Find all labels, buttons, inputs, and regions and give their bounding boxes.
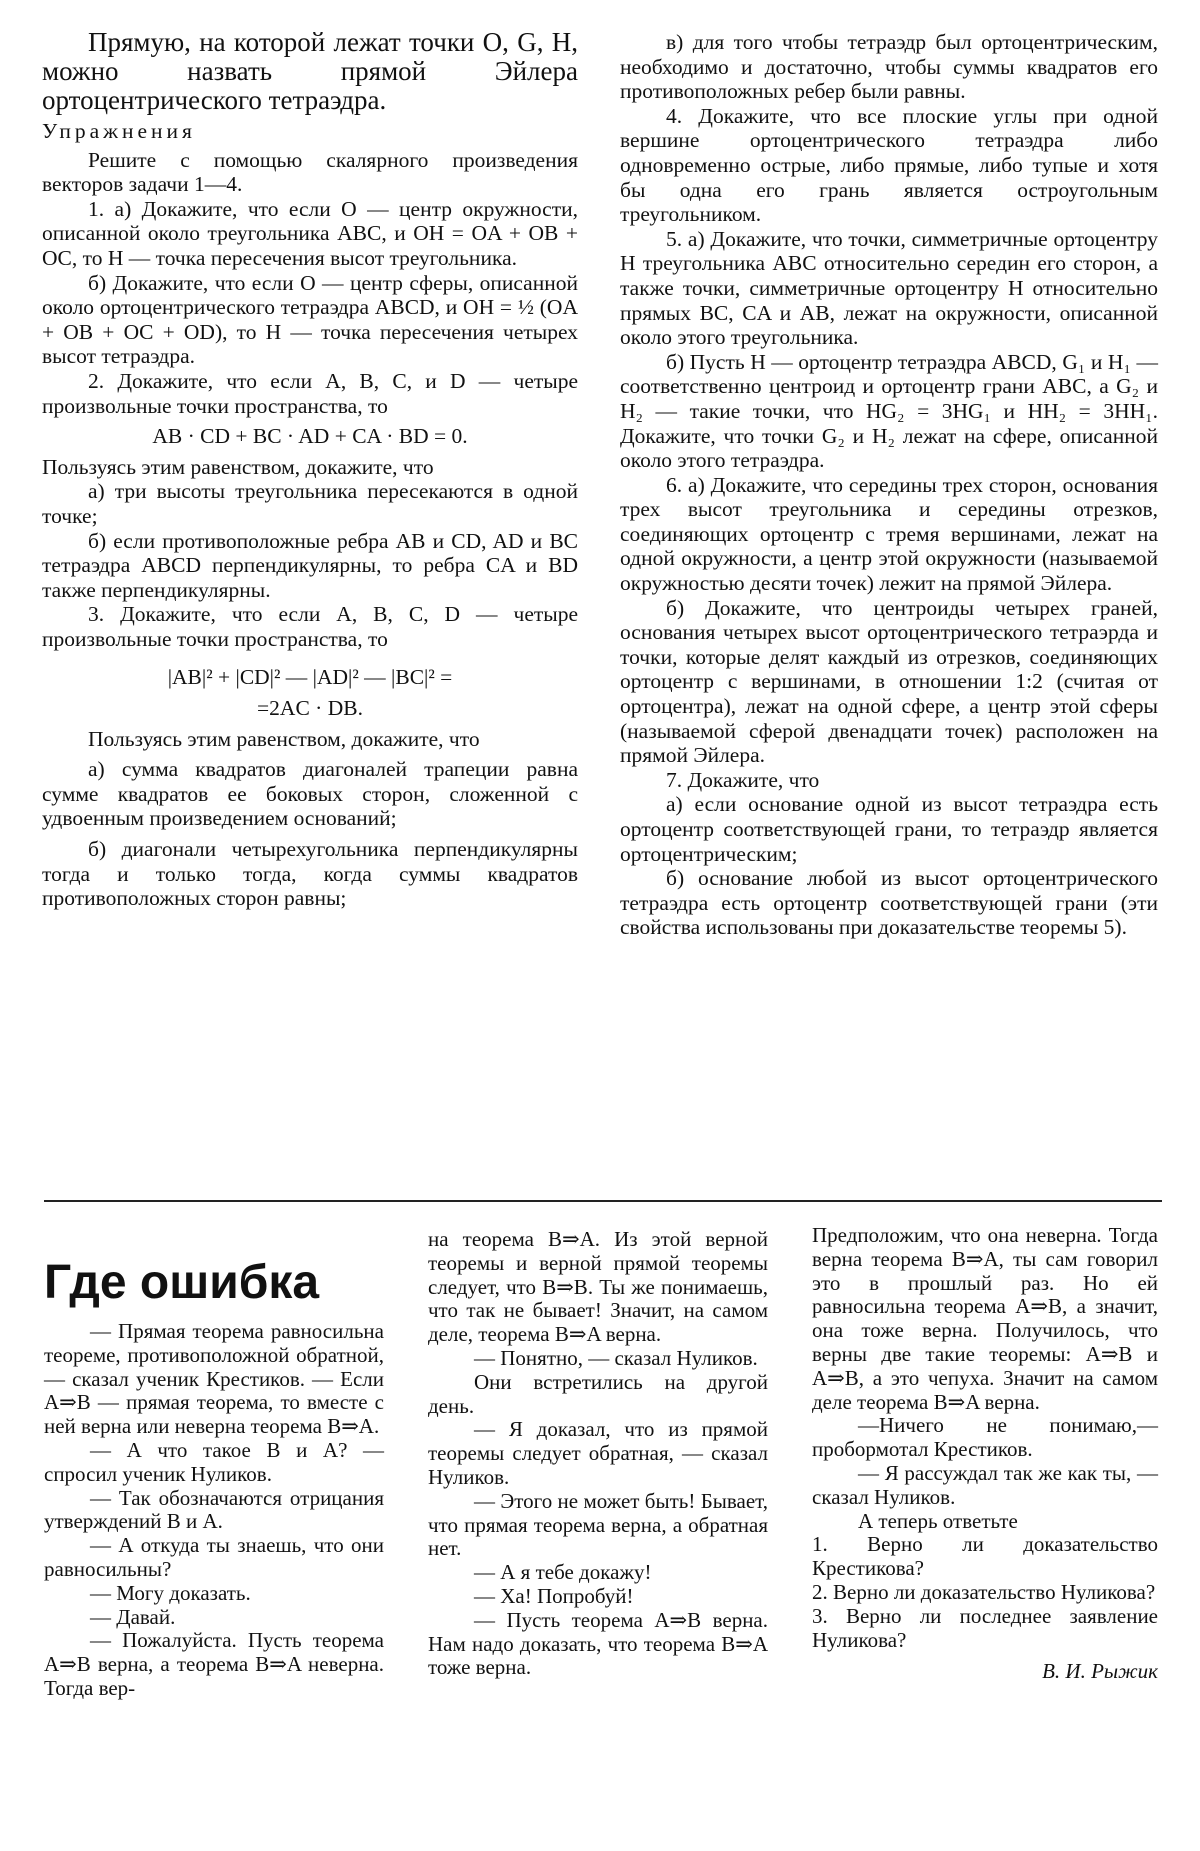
intro-paragraph: Прямую, на которой лежат точки O, G, H, можно назвать прямой Эйлера ортоцентрического тетраэдра. <box>42 27 578 115</box>
exercise-3a: а) сумма квадратов диагоналей трапеции равна сумме квадратов ее боковых сторон, сложенной с удвоенным произведением оснований; <box>42 757 578 831</box>
section-divider <box>44 1200 1162 1202</box>
exercise-7: 7. Докажите, что <box>666 767 820 792</box>
article-paragraph: — Я доказал, что из прямой теоремы следует обратная, — сказал Нуликов. <box>428 1417 768 1489</box>
article-question: 1. Верно ли доказательство Крестикова? <box>812 1532 1158 1581</box>
exercise-6b: б) Докажите, что центроиды четырех граней, основания четырех высот ортоцентрического тетраэрда и точки, которые делят каждый из отрезков, соединяющих ортоцентр с вершинами, в отношении 1:2 (считая от ортоцентра), лежат на одной сфере, а центр этой сферы (называемой сферой двенадцати точек) расположен на прямой Эйлера. <box>620 595 1158 768</box>
article-paragraph: — А я тебе докажу! <box>474 1560 652 1585</box>
exercise-3-use: Пользуясь этим равенством, докажите, что <box>88 726 480 751</box>
exercise-2-use: Пользуясь этим равенством, докажите, что <box>42 454 434 479</box>
left-column <box>42 28 578 911</box>
exercise-3-formula-line2: =2AC · DB. <box>257 696 363 721</box>
exercise-3b: б) диагонали четырехугольника перпендикулярны тогда и только тогда, когда суммы квадратов противоположных сторон равны; <box>42 837 578 911</box>
article-paragraph: Они встретились на другой день. <box>428 1369 768 1418</box>
article-paragraph: на теорема B⇒A. Из этой верной теоремы и верной прямой теоремы следует, что B⇒B. Ты же понимаешь, что так не бывает! Значит, на самом деле, теорема B⇒A верна. <box>428 1227 768 1347</box>
exercise-3-formula-line1: |AB|² + |CD|² — |AD|² — |BC|² = <box>167 665 453 690</box>
article-paragraph: — Пусть теорема A⇒B верна. Нам надо доказать, что теорема B⇒A тоже верна. <box>428 1607 768 1680</box>
exercise-2: 2. Докажите, что если A, B, C, и D — четыре произвольные точки пространства, то <box>42 368 578 418</box>
article-signature: В. И. Рыжик <box>1042 1659 1158 1684</box>
exercise-5a: 5. а) Докажите, что точки, симметричные ортоцентру H треугольника ABC относительно середин его сторон, а также точки, симметричные ортоцентру H относительно прямых BC, CA и AB, лежат на окружности, описанной около этого треугольника. <box>620 226 1158 350</box>
article-column-3 <box>812 1224 1158 1684</box>
exercises-heading: Упражнения <box>42 119 196 143</box>
exercise-1b: б) Докажите, что если O — центр сферы, описанной около ортоцентрического тетраэдра ABCD, и OH = ½ (OA + OB + OC + OD), то H — точка пересечения четырех высот тетраэдра. <box>42 270 578 369</box>
exercise-2b: б) если противоположные ребра AB и CD, AD и BC тетраэдра ABCD перпендикулярны, то ребра CA и BD также перпендикулярны. <box>42 528 578 602</box>
article-question-heading: А теперь ответьте <box>858 1508 1018 1533</box>
exercises-intro: Решите с помощью скалярного произведения векторов задачи 1—4. <box>42 147 578 197</box>
article-column-2 <box>428 1228 768 1680</box>
article-paragraph: — Прямая теорема равносильна теореме, противоположной обратной, — сказал ученик Крестиков. — Если A⇒B — прямая теорема, то вместе с ней верна или неверна теорема B⇒A. <box>44 1319 384 1439</box>
exercise-2-formula: AB · CD + BC · AD + CA · BD = 0. <box>152 424 468 449</box>
exercise-2a: а) три высоты треугольника пересекаются в одной точке; <box>42 479 578 528</box>
article-paragraph: — Понятно, — сказал Нуликов. <box>474 1345 758 1370</box>
exercise-3: 3. Докажите, что если A, B, C, D — четыре произвольные точки пространства, то <box>42 602 578 651</box>
article-paragraph: —Ничего не понимаю,— пробормотал Крестиков. <box>812 1413 1158 1462</box>
article-question: 2. Верно ли доказательство Нуликова? <box>812 1579 1156 1604</box>
article-paragraph: — Давай. <box>90 1604 176 1629</box>
article-paragraph: — Этого не может быть! Бывает, что прямая теорема верна, а обратная нет. <box>428 1488 768 1561</box>
article-paragraph: — Я рассуждал так же как ты, — сказал Нуликов. <box>812 1460 1158 1509</box>
right-column <box>620 30 1158 940</box>
article-paragraph: — Могу доказать. <box>90 1580 251 1605</box>
exercise-6a: 6. а) Докажите, что середины трех сторон, основания трех высот треугольника и середины отрезков, соединяющих ортоцентр с тремя вершинами, лежат на одной окружности, а центр этой окружности (называемой окружностью десяти точек) лежит на прямой Эйлера. <box>620 472 1158 596</box>
exercise-5b: б) Пусть H — ортоцентр тетраэдра ABCD, G₁ и H₁ — соответственно центроид и ортоцентр грани ABC, а G₂ и H₂ — такие точки, что HG₂ = 3HG₁ и HH₂ = 3HH₁. Докажите, что точки G₂ и H₂ лежат на сфере, описанной около этого тетраэдра. <box>620 349 1158 473</box>
exercise-7a: а) если основание одной из высот тетраэдра есть ортоцентр соответствующей грани, то тетраэдр является ортоцентрическим; <box>620 792 1158 866</box>
article-paragraph: — Ха! Попробуй! <box>474 1583 634 1608</box>
exercise-1a: 1. а) Докажите, что если O — центр окружности, описанной около треугольника ABC, и OH = OA + OB + OC, то H — точка пересечения высот треугольника. <box>42 196 578 270</box>
article-paragraph: — Так обозначаются отрицания утверждений B и A. <box>44 1485 384 1534</box>
exercise-7b: б) основание любой из высот ортоцентрического тетраэдра есть ортоцентр соответствующей грани (эти свойства использованы при доказательстве теоремы 5). <box>620 866 1158 940</box>
article-title: Где ошибка <box>44 1256 320 1310</box>
article-paragraph: — А откуда ты знаешь, что они равносильны? <box>44 1533 384 1581</box>
article-paragraph: — Пожалуйста. Пусть теорема A⇒B верна, а теорема B⇒A неверна. Тогда вер- <box>44 1628 384 1700</box>
exercise-3c: в) для того чтобы тетраэдр был ортоцентрическим, необходимо и достаточно, чтобы суммы квадратов его противоположных ребер были равны. <box>620 30 1158 104</box>
exercise-4: 4. Докажите, что все плоские углы при одной вершине ортоцентрического тетраэдра либо одновременно острые, либо прямые, либо тупые и хотя бы одна его грань является остроугольным треугольником. <box>620 103 1158 227</box>
article-paragraph: Предположим, что она неверна. Тогда верна теорема B⇒A, ты сам говорил это в прошлый раз. Но ей равносильна теорема A⇒B, а значит, она тоже верна. Получилось, что верны две такие теоремы: A⇒B и A⇒B, а это чепуха. Значит на самом деле теорема B⇒A верна. <box>812 1223 1158 1414</box>
article-paragraph: — А что такое B и A? — спросил ученик Нуликов. <box>44 1437 384 1486</box>
article-column-1 <box>44 1320 384 1701</box>
article-question: 3. Верно ли последнее заявление Нуликова? <box>812 1603 1158 1652</box>
